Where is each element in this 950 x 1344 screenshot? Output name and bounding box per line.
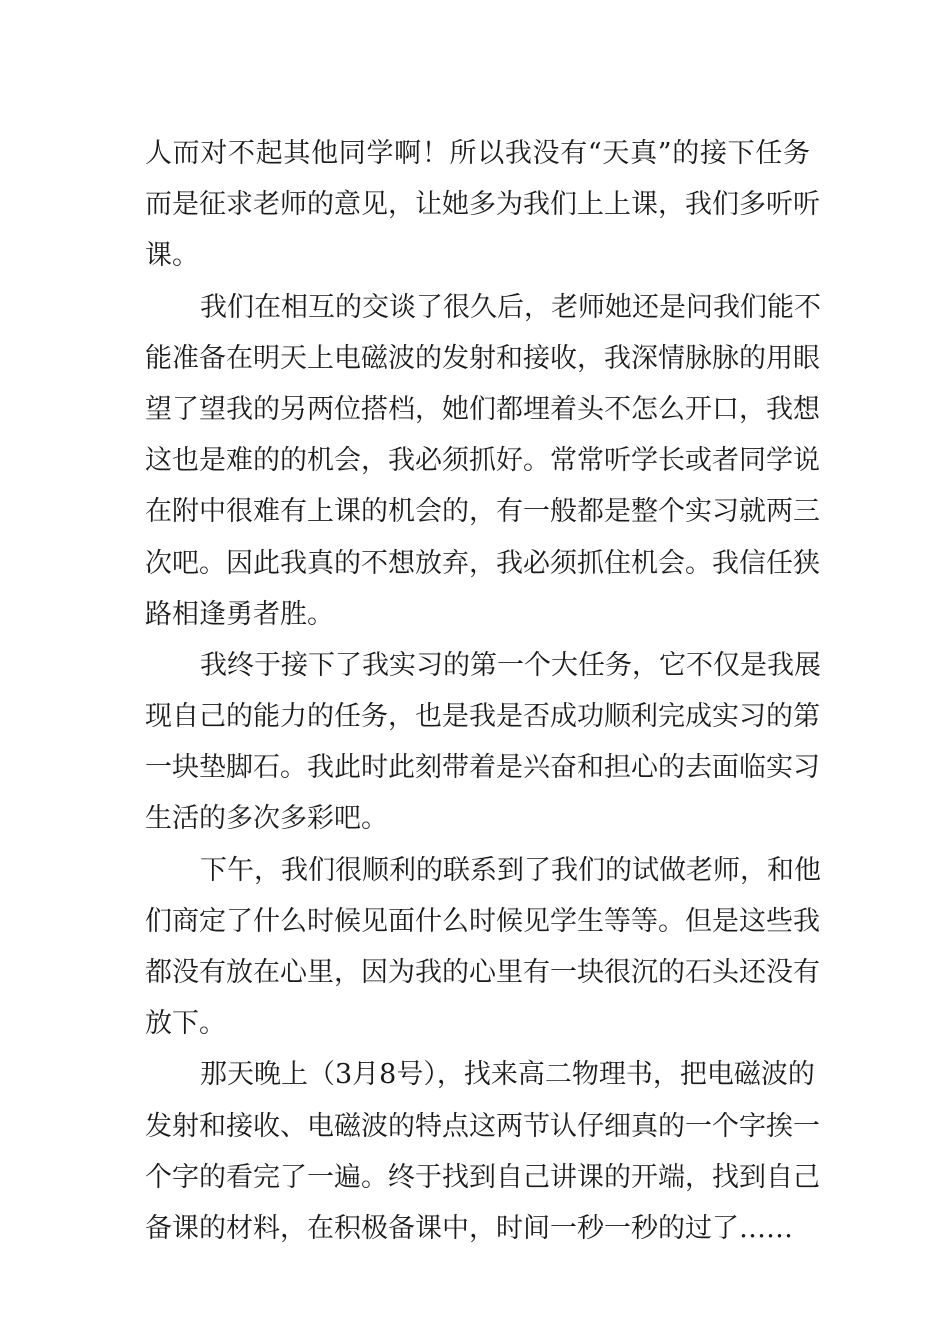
text-line: 而是征求老师的意见，让她多为我们上上课，我们多听听 — [145, 189, 820, 221]
text-line: 那天晚上（3月8号），找来高二物理书，把电磁波的 — [200, 1059, 815, 1091]
text-line: 个字的看完了一遍。终于找到自己讲课的开端，找到自己 — [145, 1161, 820, 1193]
text-line: 发射和接收、电磁波的特点这两节认仔细真的一个字挨一 — [145, 1110, 820, 1142]
text-line: 放下。 — [145, 1008, 226, 1040]
text-line: 能准备在明天上电磁波的发射和接收，我深情脉脉的用眼 — [145, 342, 820, 374]
text-line: 一块垫脚石。我此时此刻带着是兴奋和担心的去面临实习 — [145, 752, 820, 784]
text-line: 生活的多次多彩吧。 — [145, 803, 388, 835]
text-line: 这也是难的的机会，我必须抓好。常常听学长或者同学说 — [145, 445, 820, 477]
text-line: 备课的材料，在积极备课中，时间一秒一秒的过了…… — [145, 1212, 793, 1244]
text-line: 次吧。因此我真的不想放弃，我必须抓住机会。我信任狭 — [145, 547, 820, 579]
text-line: 们商定了什么时候见面什么时候见学生等等。但是这些我 — [145, 905, 820, 937]
text-line: 望了望我的另两位搭档，她们都埋着头不怎么开口，我想 — [145, 393, 820, 425]
text-line: 现自己的能力的任务，也是我是否成功顺利完成实习的第 — [145, 701, 820, 733]
text-line: 在附中很难有上课的机会的，有一般都是整个实习就两三 — [145, 496, 820, 528]
body-text — [145, 128, 821, 1254]
text-line: 人而对不起其他同学啊！所以我没有“天真”的接下任务 — [145, 138, 810, 169]
text-line: 路相逢勇者胜。 — [145, 598, 334, 630]
text-line: 课。 — [145, 240, 199, 272]
text-line: 都没有放在心里，因为我的心里有一块很沉的石头还没有 — [145, 957, 820, 988]
text-line: 我终于接下了我实习的第一个大任务，它不仅是我展 — [200, 649, 821, 681]
text-line: 我们在相互的交谈了很久后，老师她还是问我们能不 — [200, 291, 821, 323]
text-line: 下午，我们很顺利的联系到了我们的试做老师，和他 — [200, 854, 821, 886]
